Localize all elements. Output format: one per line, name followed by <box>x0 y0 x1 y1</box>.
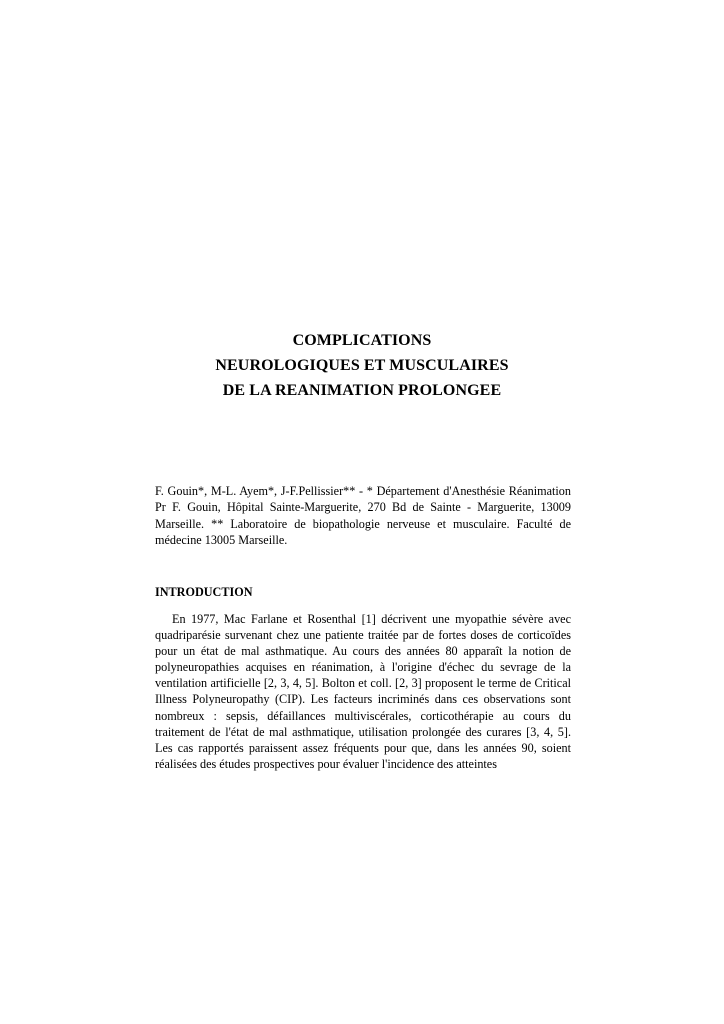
section-heading-introduction: INTRODUCTION <box>155 585 253 599</box>
document-title <box>0 328 724 403</box>
introduction-paragraph: En 1977, Mac Farlane et Rosenthal [1] décrivent une myopathie sévère avec quadriparésie survenant chez une patiente traitée par de fortes doses de corticoïdes pour un état de mal asthmatique. Au cours des années 80 apparaît la notion de polyneuropathies acquises en réanimation, à l'origine d'échec du sevrage de la ventilation artificielle [2, 3, 4, 5]. Bolton et coll. [2, 3] proposent le terme de Critical Illness Polyneuropathy (CIP). Les facteurs incriminés dans ces observations sont nombreux : sepsis, défaillances multiviscérales, corticothérapie au cours du traitement de l'état de mal asthmatique, utilisation prolongée des curares [3, 4, 5]. Les cas rapportés paraissent assez fréquents pour que, dans les années 90, soient réalisées des études prospectives pour évaluer l'incidence des atteintes <box>155 612 571 771</box>
title-line-1: COMPLICATIONS <box>292 332 432 349</box>
title-line-3: DE LA REANIMATION PROLONGEE <box>222 382 502 399</box>
author-affiliations: F. Gouin*, M-L. Ayem*, J-F.Pellissier** - * Département d'Anesthésie Réanimation Pr F. Gouin, Hôpital Sainte-Marguerite, 270 Bd de Sainte - Marguerite, 13009 Marseille. ** Laboratoire de biopathologie nerveuse et musculaire. Faculté de médecine 13005 Marseille. <box>155 484 571 548</box>
title-line-2: NEUROLOGIQUES ET MUSCULAIRES <box>215 357 509 374</box>
